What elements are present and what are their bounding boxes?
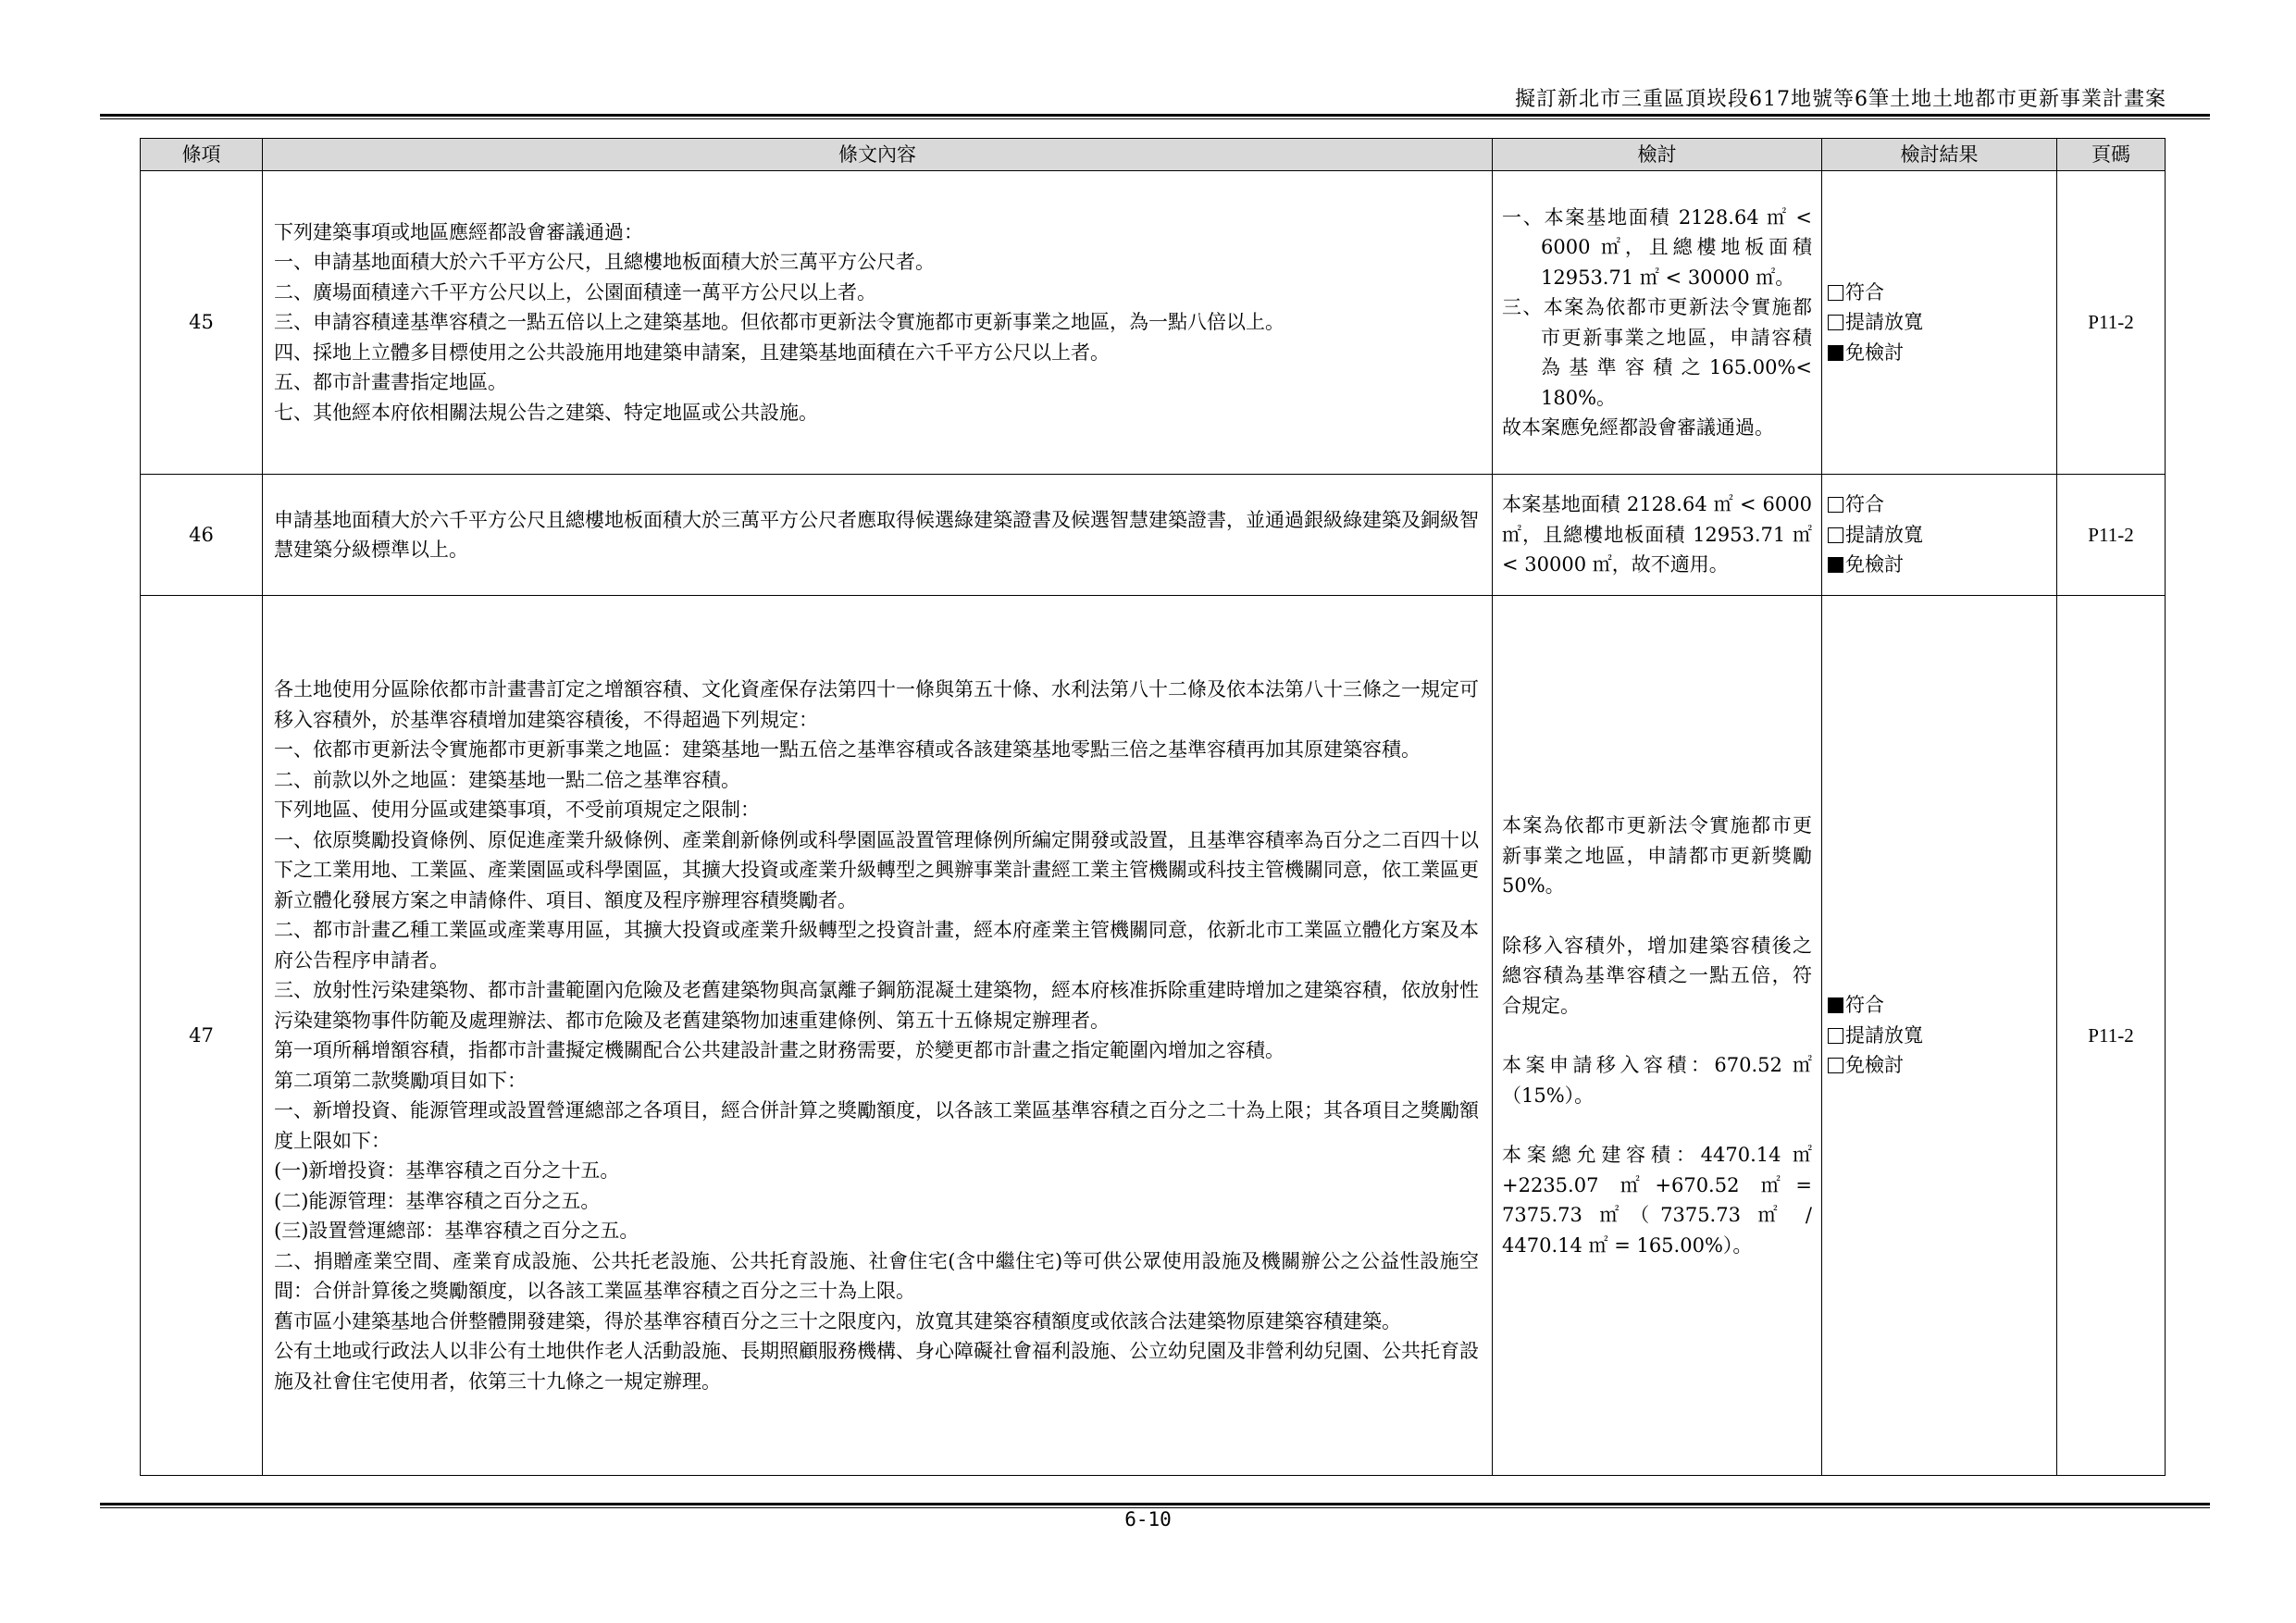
column-header-result: 檢討結果 [1822,139,2057,171]
checkbox-unchecked-icon [1828,1028,1843,1044]
result-option: 免檢討 [1828,1050,2051,1081]
clause-text: 二、前款以外之地區：建築基地一點二倍之基準容積。 [274,768,740,791]
clause-content [263,171,1493,475]
page-reference: P11-2 [2057,596,2166,1476]
result-cell [1822,475,2057,596]
checkbox-checked-icon [1828,345,1843,361]
clause-text: (三)設置營運總部：基準容積之百分之五。 [274,1220,639,1242]
review-text: 三、本案為依都市更新法令實施都市更新事業之地區，申請容積為基準容積之165.00%< 180%。 [1502,296,1812,409]
clause-content [263,596,1493,1476]
checkbox-unchecked-icon [1828,1058,1843,1073]
clause-text: 三、申請容積達基準容積之一點五倍以上之建築基地。但依都市更新法令實施都市更新事業之地區，為一點八倍以上。 [274,311,1285,334]
regulation-review-table [140,138,2166,1476]
clause-text: 二、捐贈產業空間、產業育成設施、公共托老設施、公共托育設施、社會住宅(含中繼住宅)等可供公眾使用設施及機關辦公之公益性設施空間：合併計算後之獎勵額度，以各該工業區基準容積之百分之三十為上限。 [274,1249,1479,1302]
clause-text: 下列建築事項或地區應經都設會審議通過： [274,220,643,243]
checkbox-unchecked-icon [1828,315,1843,330]
result-option: 符合 [1828,990,2051,1021]
clause-number: 47 [141,596,263,1476]
clause-text: 各土地使用分區除依都市計畫書訂定之增額容積、文化資產保存法第四十一條與第五十條、水利法第八十二條及依本法第八十三條之一規定可移入容積外，於基準容積增加建築容積後，不得超過下列規定： [274,678,1479,731]
clause-text: 二、廣場面積達六千平方公尺以上，公園面積達一萬平方公尺以上者。 [274,280,876,304]
table-row [141,475,2166,596]
review-text: 本案基地面積 2128.64 ㎡ < 6000 ㎡，且總樓地板面積 12953.71 ㎡ < 30000 ㎡，故不適用。 [1502,493,1812,576]
clause-text: 申請基地面積大於六千平方公尺且總樓地板面積大於三萬平方公尺者應取得候選綠建築證書及候選智慧建築證書，並通過銀級綠建築及銅級智慧建築分級標準以上。 [274,508,1479,561]
checkbox-unchecked-icon [1828,497,1843,513]
review-text: 一、本案基地面積 2128.64 ㎡ < 6000 ㎡，且總樓地板面積 12953.71 ㎡ < 30000 ㎡。 [1502,205,1812,289]
clause-text: 三、放射性污染建築物、都市計畫範圍內危險及老舊建築物與高氯離子鋼筋混凝土建築物，經本府核准拆除重建時增加之建築容積，依放射性污染建築物事件防範及處理辦法、都市危險及老舊建築物加速重建條例、第五十五條規定辦理者。 [274,979,1479,1032]
result-option: 提請放寬 [1828,1021,2051,1051]
result-option: 符合 [1828,489,2051,520]
review-text: 除移入容積外，增加建築容積後之總容積為基準容積之一點五倍，符合規定。 [1502,934,1812,1017]
result-option: 提請放寬 [1828,520,2051,551]
review-cell [1493,171,1822,475]
result-option: 提請放寬 [1828,307,2051,338]
clause-text: 舊市區小建築基地合併整體開發建築，得於基準容積百分之三十之限度內，放寬其建築容積額度或依該合法建築物原建築容積建築。 [274,1309,1401,1332]
page-reference: P11-2 [2057,475,2166,596]
result-option: 免檢討 [1828,338,2051,368]
clause-number: 46 [141,475,263,596]
checkbox-checked-icon [1828,997,1843,1013]
clause-content [263,475,1493,596]
clause-text: 七、其他經本府依相關法規公告之建築、特定地區或公共設施。 [274,401,818,424]
review-text: 故本案應免經都設會審議通過。 [1502,416,1774,439]
clause-text: (二)能源管理：基準容積之百分之五。 [274,1189,601,1212]
clause-number: 45 [141,171,263,475]
checkbox-unchecked-icon [1828,527,1843,543]
result-option: 免檢討 [1828,550,2051,580]
review-text: 本案為依都市更新法令實施都市更新事業之地區，申請都市更新獎勵 50%。 [1502,814,1812,897]
page-reference: P11-2 [2057,171,2166,475]
clause-text: 一、申請基地面積大於六千平方公尺，且總樓地板面積大於三萬平方公尺者。 [274,251,935,274]
clause-text: 一、新增投資、能源管理或設置營運總部之各項目，經合併計算之獎勵額度，以各該工業區基準容積之百分之二十為上限；其各項目之獎勵額度上限如下： [274,1099,1479,1152]
document-title: 擬訂新北市三重區頂崁段617地號等6筆土地土地都市更新事業計畫案 [1515,88,2166,111]
page-number: 6-10 [1124,1508,1172,1530]
clause-text: 一、依都市更新法令實施都市更新事業之地區：建築基地一點五倍之基準容積或各該建築基地零點三倍之基準容積再加其原建築容積。 [274,738,1421,761]
result-cell [1822,596,2057,1476]
header-rule [100,114,2210,119]
checkbox-unchecked-icon [1828,285,1843,301]
column-header-content: 條文內容 [263,139,1493,171]
clause-text: (一)新增投資：基準容積之百分之十五。 [274,1159,620,1182]
review-cell [1493,475,1822,596]
result-cell [1822,171,2057,475]
review-text: 本案總允建容積：4470.14 ㎡+2235.07 ㎡+670.52 ㎡= 7375.73 ㎡（7375.73 ㎡ / 4470.14 ㎡ = 165.00%）。 [1502,1144,1812,1257]
clause-text: 第二項第二款獎勵項目如下： [274,1069,527,1092]
result-option: 符合 [1828,278,2051,308]
table-row [141,596,2166,1476]
clause-text: 公有土地或行政法人以非公有土地供作老人活動設施、長期照顧服務機構、身心障礙社會福利設施、公立幼兒園及非營利幼兒園、公共托育設施及社會住宅使用者，依第三十九條之一規定辦理。 [274,1340,1479,1393]
review-cell [1493,596,1822,1476]
clause-text: 下列地區、使用分區或建築事項，不受前項規定之限制： [274,799,760,821]
clause-text: 二、都市計畫乙種工業區或產業專用區，其擴大投資或產業升級轉型之投資計畫，經本府產業主管機關同意，依新北市工業區立體化方案及本府公告程序申請者。 [274,919,1479,972]
checkbox-checked-icon [1828,557,1843,573]
clause-text: 五、都市計畫書指定地區。 [274,371,507,394]
column-header-page: 頁碼 [2057,139,2166,171]
review-text: 本案申請移入容積：670.52 ㎡（15%）。 [1502,1054,1812,1107]
clause-text: 四、採地上立體多目標使用之公共設施用地建築申請案，且建築基地面積在六千平方公尺以上者。 [274,341,1110,364]
column-header-review: 檢討 [1493,139,1822,171]
clause-text: 一、依原獎勵投資條例、原促進產業升級條例、產業創新條例或科學園區設置管理條例所編定開發或設置，且基準容積率為百分之二百四十以下之工業用地、工業區、產業園區或科學園區，其擴大投資或產業升級轉型之興辦事業計畫經工業主管機關或科技主管機關同意，依工業區更新立體化發展方案之申請條件、項目、額度及程序辦理容積獎勵者。 [274,828,1479,911]
table-header-row [141,139,2166,171]
column-header-clause: 條項 [141,139,263,171]
clause-text: 第一項所稱增額容積，指都市計畫擬定機關配合公共建設計畫之財務需要，於變更都市計畫之指定範圍內增加之容積。 [274,1039,1285,1061]
table-row [141,171,2166,475]
